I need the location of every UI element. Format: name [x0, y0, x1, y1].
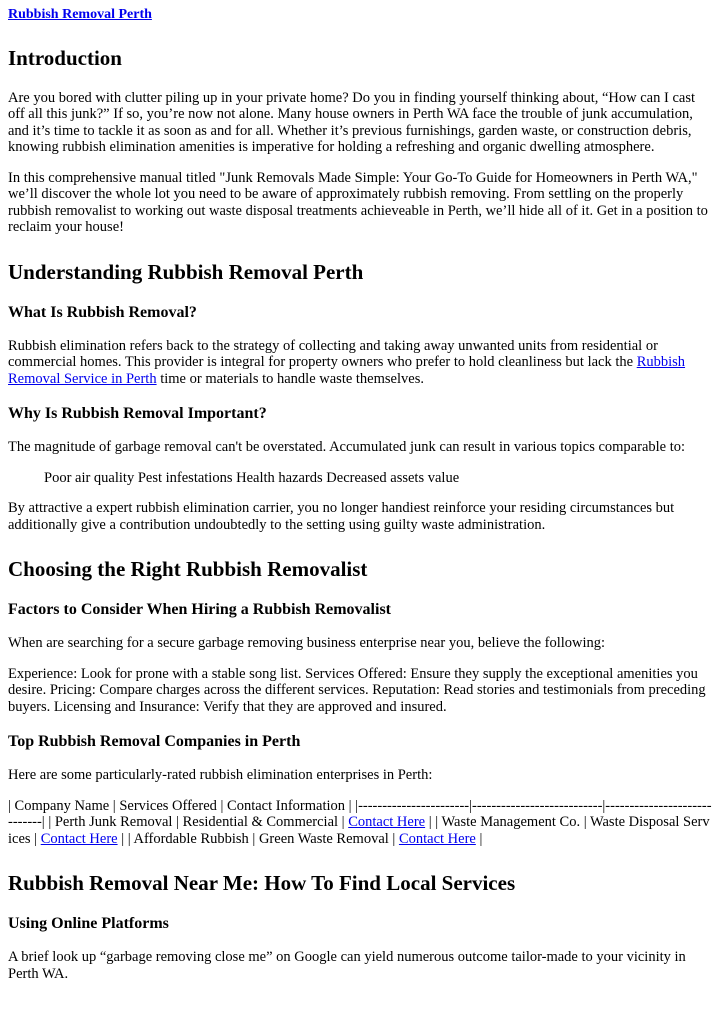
- table-text-3: | | Affordable Rubbish | Green Waste Removal |: [117, 830, 399, 847]
- why-important-paragraph-2: By attractive a expert rubbish elimination carrier, you no longer handiest reinforce your residing circumstances but additionally give a contribution undoubtedly to the setting using guilty waste administration.: [8, 500, 675, 533]
- contact-link-3[interactable]: Contact Here: [398, 830, 476, 847]
- why-important-list: Poor air quality Pest infestations Health hazards Decreased assets value: [44, 469, 460, 486]
- understanding-heading: Understanding Rubbish Removal Perth: [8, 259, 364, 284]
- introduction-heading: Introduction: [8, 45, 122, 70]
- factors-paragraph: When are searching for a secure garbage removing business enterprise near you, believe the following:: [8, 635, 606, 651]
- online-platforms-paragraph: A brief look up “garbage removing close me” on Google can yield numerous outcome tailor-made to your vicinity in Perth WA.: [8, 949, 686, 982]
- top-companies-paragraph: Here are some particularly-rated rubbish elimination enterprises in Perth:: [8, 767, 433, 783]
- near-me-heading: Rubbish Removal Near Me: How To Find Local Services: [8, 871, 516, 895]
- table-text-4: |: [475, 830, 483, 847]
- rubbish-removal-perth-link[interactable]: Rubbish Removal Perth: [8, 7, 152, 22]
- what-is-heading: What Is Rubbish Removal?: [8, 303, 197, 321]
- intro-paragraph-1: Are you bored with clutter piling up in your private home? Do you in finding yourself thinking about, “How can I cast off all this junk?” If so, you’re now not alone. Many house owners in Perth WA face the trouble of junk accumulation, and it’s time to tackle it as soon as and for all. Whether it’s previous furnishings, garden waste, or construction debris, knowing rubbish elimination amenities is imperative for holding a refreshing and organic dwelling atmosphere.: [8, 89, 695, 155]
- why-important-paragraph: The magnitude of garbage removal can't be overstated. Accumulated junk can result in various topics comparable to:: [8, 439, 686, 455]
- factors-heading: Factors to Consider When Hiring a Rubbish Removalist: [8, 601, 391, 618]
- what-is-paragraph: [8, 338, 712, 388]
- contact-link-1[interactable]: Contact Here: [348, 814, 426, 830]
- choosing-heading: Choosing the Right Rubbish Removalist: [8, 557, 368, 581]
- rubbish-removal-service-link[interactable]: Rubbish Removal Service in Perth: [8, 354, 686, 387]
- why-important-heading: Why Is Rubbish Removal Important?: [8, 405, 267, 422]
- what-is-text-before: Rubbish elimination refers back to the strategy of collecting and taking away unwanted units from residential or commercial homes. This provider is integral for property owners who prefer to hold cleanliness but lack the: [8, 337, 658, 370]
- intro-paragraph-2: In this comprehensive manual titled "Junk Removals Made Simple: Your Go-To Guide for Homeowners in Perth WA," we’ll discover the whole lot you need to be aware of approximately rubbish removing. From settling on the properly rubbish removalist to working out waste disposal treatments achieveable in Perth, we’ll hide all of it. Get in a position to reclaim your house!: [8, 169, 708, 235]
- companies-table-text: [8, 798, 712, 848]
- table-text-1: | Company Name | Services Offered | Contact Information | |-----------------------|---------------------------|-----------------------------| | Perth Junk Removal | Residential & Commercial |: [8, 797, 712, 830]
- top-companies-heading: Top Rubbish Removal Companies in Perth: [8, 733, 301, 750]
- table-text-2: | | Waste Management Co. | Waste Disposal Services |: [8, 814, 710, 847]
- factors-list: Experience: Look for prone with a stable song list. Services Offered: Ensure they supply the exceptional amenities you desire. Pricing: Compare charges across the different services. Reputation: Read stories and testimonials from preceding buyers. Licensing and Insurance: Verify that they are approved and insured.: [8, 665, 706, 715]
- online-platforms-heading: Using Online Platforms: [8, 915, 169, 932]
- what-is-text-after: time or materials to handle waste themselves.: [156, 370, 424, 387]
- contact-link-2[interactable]: Contact Here: [40, 830, 118, 847]
